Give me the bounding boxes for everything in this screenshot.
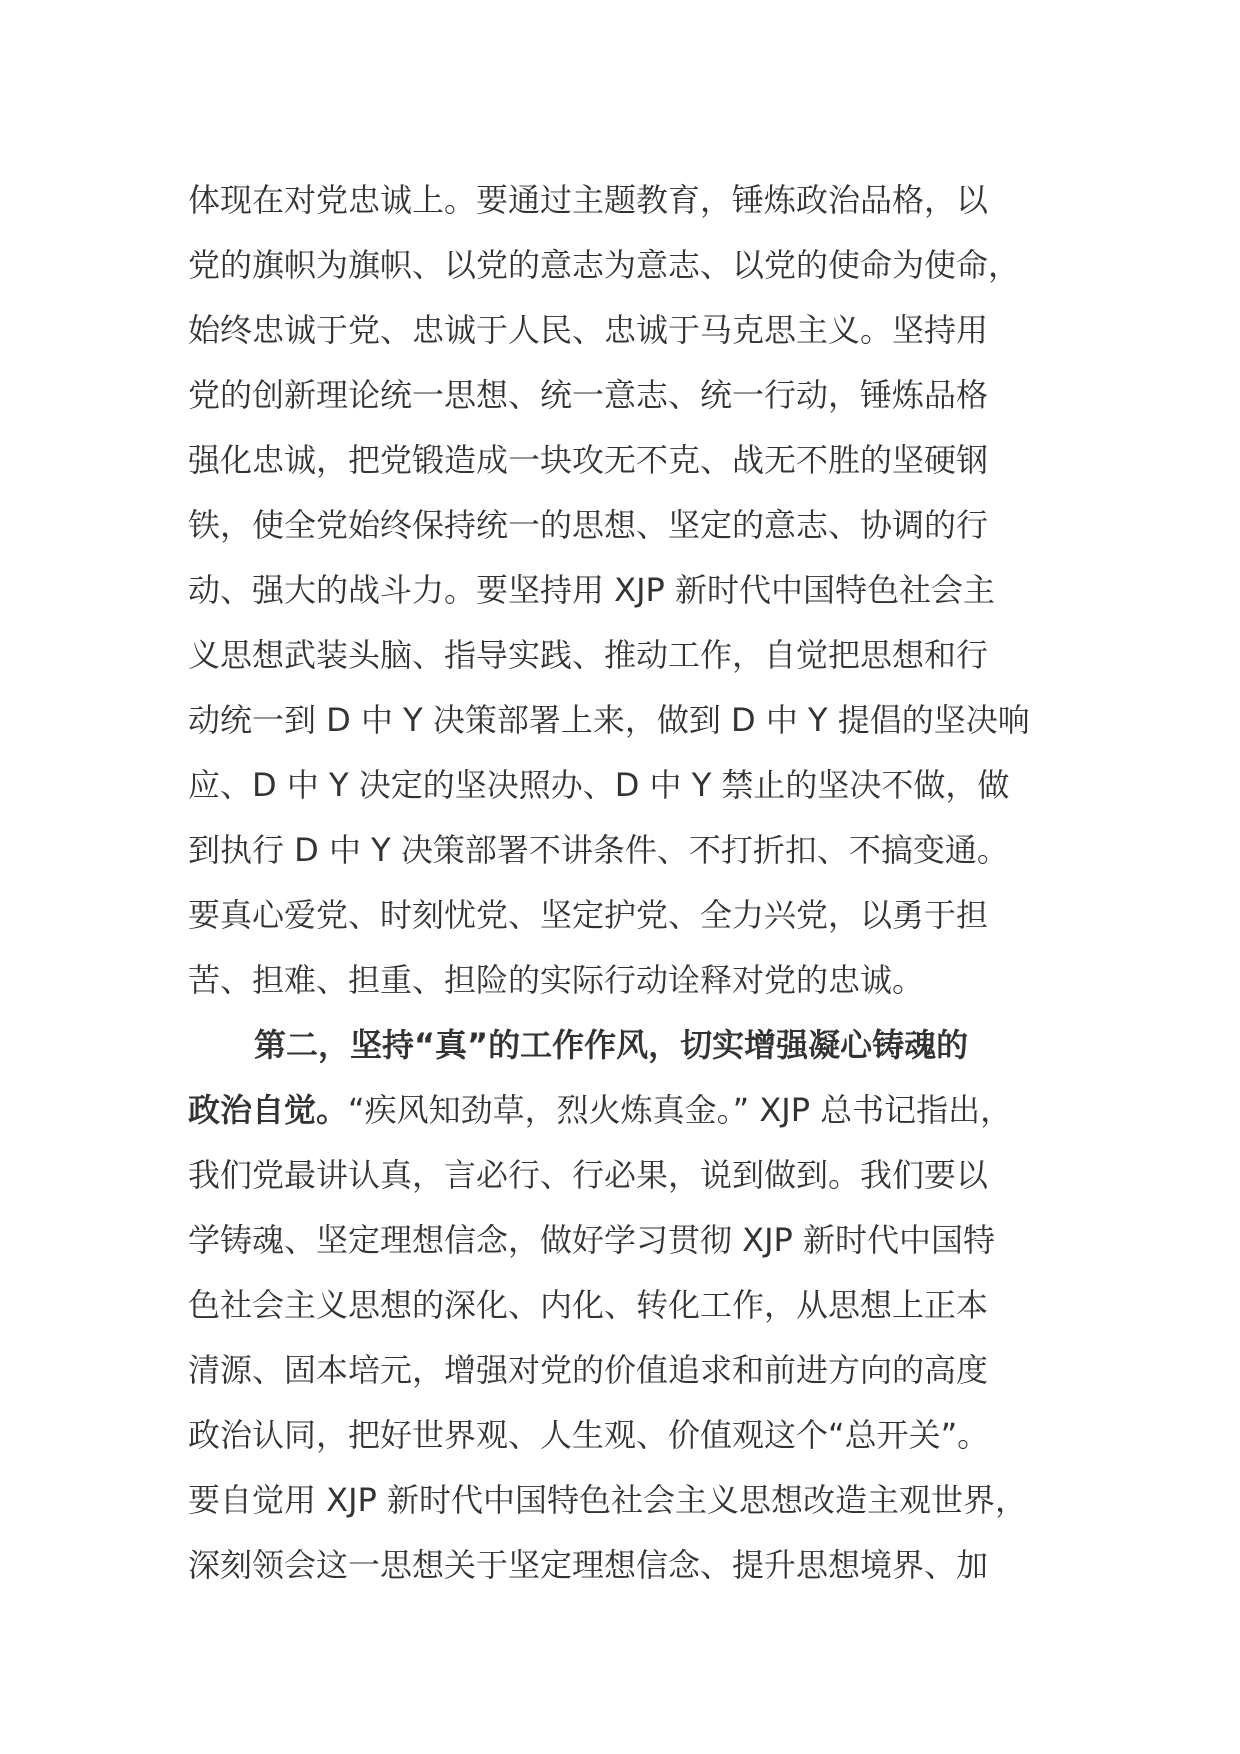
text-line: 学铸魂、坚定理想信念，做好学习贯彻 XJP 新时代中国特 [188, 1221, 996, 1259]
text-line: 我们党最讲认真，言必行、行必果，说到做到。我们要以 [188, 1156, 989, 1194]
text-line: 深刻领会这一思想关于坚定理想信念、提升思想境界、加 [188, 1546, 989, 1584]
paragraph-loyalty [188, 168, 1088, 1013]
text-line: 体现在对党忠诚上。要通过主题教育，锤炼政治品格，以 [188, 181, 989, 219]
text-line: 要自觉用 XJP 新时代中国特色社会主义思想改造主观世界， [188, 1481, 1028, 1519]
text-line: 动、强大的战斗力。要坚持用 XJP 新时代中国特色社会主 [188, 571, 996, 609]
text-line: 党的旗帜为旗帜、以党的意志为意志、以党的使命为使命， [188, 246, 1021, 284]
text-line: 动统一到 D 中 Y 决策部署上来，做到 D 中 Y 提倡的坚决响 [188, 701, 1030, 739]
text-line: 政治认同，把好世界观、人生观、价值观这个“总开关”。 [188, 1416, 990, 1454]
text-line: 色社会主义思想的深化、内化、转化工作，从思想上正本 [188, 1286, 989, 1324]
section-heading-end: 政治自觉。 [188, 1091, 349, 1129]
text-line: 强化忠诚，把党锻造成一块攻无不克、战无不胜的坚硬钢 [188, 441, 989, 479]
text-line: 应、D 中 Y 决定的坚决照办、D 中 Y 禁止的坚决不做，做 [188, 766, 1010, 804]
text-line: 苦、担难、担重、担险的实际行动诠释对党的忠诚。 [188, 961, 925, 999]
text-line [188, 1078, 1088, 1143]
text-line: 义思想武装头脑、指导实践、推动工作，自觉把思想和行 [188, 636, 989, 674]
text-line: 党的创新理论统一思想、统一意志、统一行动，锤炼品格 [188, 376, 989, 414]
paragraph-work-style [188, 1013, 1088, 1598]
text-line: 要真心爱党、时刻忧党、坚定护党、全力兴党，以勇于担 [188, 896, 989, 934]
section-heading: 第二，坚持“真”的工作作风，切实增强凝心铸魂的 [254, 1026, 969, 1064]
text-line: 始终忠诚于党、忠诚于人民、忠诚于马克思主义。坚持用 [188, 311, 989, 349]
text-line: 清源、固本培元，增强对党的价值追求和前进方向的高度 [188, 1351, 989, 1389]
quote-text: “疾风知劲草，烈火炼真金。” XJP 总书记指出， [348, 1091, 1013, 1129]
document-body [188, 168, 1088, 1598]
text-line: 到执行 D 中 Y 决策部署不讲条件、不打折扣、不搞变通。 [188, 831, 1009, 869]
text-line: 铁，使全党始终保持统一的思想、坚定的意志、协调的行 [188, 506, 989, 544]
